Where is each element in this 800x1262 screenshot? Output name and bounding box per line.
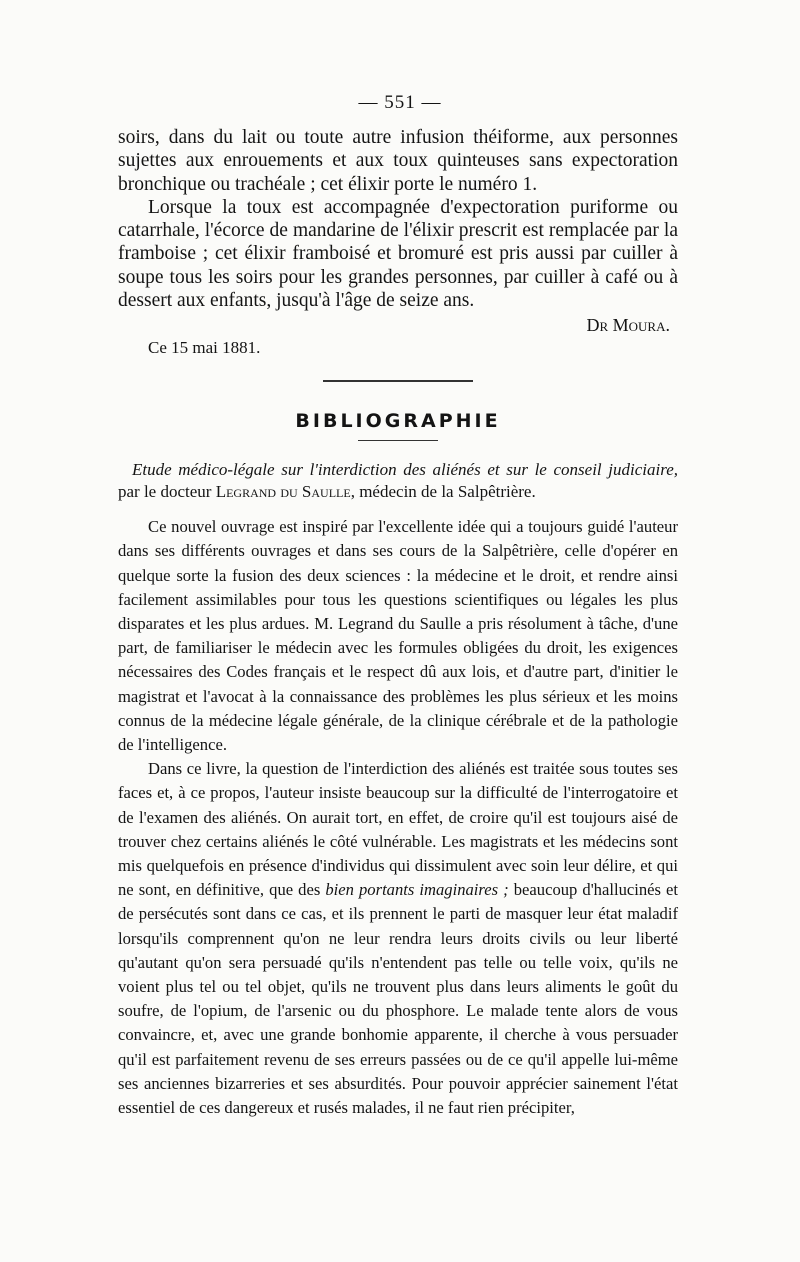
section-divider — [323, 380, 473, 382]
book-author: Legrand du Saulle — [215, 482, 351, 502]
heading-underline — [358, 440, 438, 441]
author-signature: Dr Moura. — [586, 315, 670, 336]
book-by: par le docteur — [118, 482, 212, 502]
review-text-before: Dans ce livre, la question de l'interdiction des aliénés est traitée sous toutes ses faces et, à ce propos, l'auteur insiste beaucoup sur la difficulté de l'interrogatoire et de l'examen des aliénés. On aurait tort, en effet, de croire qu'il est toujours aisé de trouver chez certains aliénés le côté vulnérable. Les magistrats et les médecins sont mis quelquefois en présence d'individus qui dissimulent avec soin leur délire, et qui ne sont, en définitive, que des — [118, 759, 678, 900]
section-heading: BIBLIOGRAPHIE — [295, 409, 501, 432]
book-affiliation: , médecin de la Salpêtrière. — [350, 482, 536, 502]
review-paragraph-2 — [118, 757, 678, 1120]
page-number: — 551 — — [358, 92, 442, 113]
book-title: Etude médico-légale sur l'interdiction des aliénés et sur le conseil judiciaire, — [132, 460, 678, 480]
review-text-after: beaucoup d'hallucinés et de persécutés sont dans ce cas, et ils prennent le parti de masquer leur état maladif lorsqu'ils comprennent qu'on ne leur rendra leurs droits civils ou leur liberté qu'autant qu'on sera persuadé qu'ils n'entendent pas telle ou telle voix, qu'ils ne voient plus tel ou tel objet, qu'ils ne trouvent plus dans leurs aliments le goût du soufre, de l'opium, de l'arsenic ou du phosphore. Le malade tente alors de vous convaincre, et, avec une grande bonhomie apparente, il cherche à vous persuader qu'il est parfaitement revenu de ses erreurs passées ou de ce qu'il appelle lui-même ses anciennes bizarreries et ses absurdités. Pour pouvoir apprécier sainement l'état essentiel de ces dangereux et rusés malades, il ne faut rien précipiter, — [118, 880, 679, 1118]
date-line: Ce 15 mai 1881. — [148, 337, 261, 357]
text-column — [118, 126, 678, 1120]
review-emphasis: bien portants imaginaires ; — [325, 880, 509, 900]
paragraph-expectoration: Lorsque la toux est accompagnée d'expectoration puriforme ou catarrhale, l'écorce de mandarine de l'élixir prescrit est remplacée par la framboise ; cet élixir framboisé et bromuré est pris aussi par cuiller à soupe tous les soirs pour les grandes personnes, par cuiller à café ou à dessert aux enfants, jusqu'à l'âge de seize ans. — [118, 196, 678, 312]
book-reference — [118, 459, 678, 503]
paragraph-continuation: soirs, dans du lait ou toute autre infusion théiforme, aux personnes sujettes aux enrouements et aux toux quinteuses sans expectoration bronchique ou trachéale ; cet élixir porte le numéro 1. — [118, 127, 678, 195]
review-paragraph-1: Ce nouvel ouvrage est inspiré par l'excellente idée qui a toujours guidé l'auteur dans ses différents ouvrages et dans ses cours de la Salpêtrière, celle d'opérer en quelque sorte la fusion des deux sciences : la médecine et le droit, et rendre ainsi facilement assimilables pour tous les questions scientifiques ou légales les plus disparates et les plus ardues. M. Legrand du Saulle a pris résolument à tâche, d'une part, de familiariser le médecin avec les formules obligées du droit, les exigences nécessaires des Codes français et le respect dû aux lois, et d'autre part, d'initier le magistrat et l'avocat à la connaissance des problèmes les plus sérieux et les moins connus de la médecine légale générale, de la clinique cérébrale et de la pathologie de l'intelligence. — [118, 517, 678, 754]
